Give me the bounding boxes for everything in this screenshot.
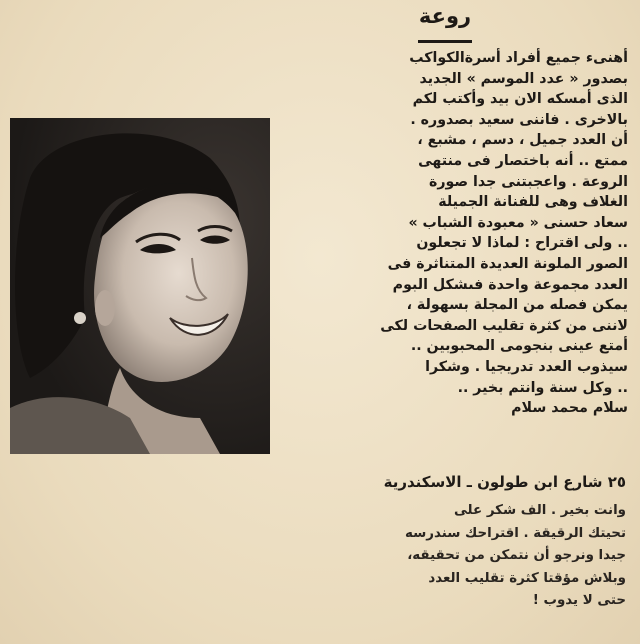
letter-line: بالاخرى . فاننى سعيد بصدوره . — [410, 111, 628, 128]
letter-line: سعاد حسنى « معبودة الشباب » — [408, 214, 628, 231]
article-title: روعة — [418, 4, 472, 28]
reply-line: وانت بخير . الف شكر على — [454, 503, 626, 518]
portrait-photo — [10, 118, 270, 454]
letter-signature: سلام محمد سلام — [511, 400, 628, 417]
letter-line: سيذوب العدد تدريجيا . وشكرا — [425, 358, 628, 375]
reader-letter — [304, 48, 628, 419]
reply-line: جيدا ونرجو أن نتمكن من تحقيقه، — [407, 548, 626, 563]
letter-line: .. ولى اقتراح : لماذا لا تجعلون — [416, 235, 628, 252]
portrait-illustration — [10, 118, 270, 454]
letter-line: الروعة . واعجبتنى جدا صورة — [428, 173, 628, 190]
title-underline — [418, 40, 472, 43]
letter-line: أهنىء جميع أفراد أسرةالكواكب — [409, 50, 628, 66]
letter-line: الصور الملونة العديدة المتناثرة فى — [387, 255, 628, 272]
letter-line: .. وكل سنة وانتم بخير .. — [457, 379, 628, 396]
sender-address: ٢٥ شارع ابن طولون ـ الاسكندرية — [383, 473, 626, 491]
letter-line: أمتع عينى بنجومى المحبوبين .. — [410, 338, 628, 355]
editor-reply — [304, 500, 626, 613]
reply-line: وبلاش مؤقتا كثرة تقليب العدد — [428, 570, 626, 586]
letter-line: الذى أمسكه الان بيد وأكتب لكم — [412, 91, 628, 108]
letter-line: بصدور « عدد الموسم » الجديد — [419, 70, 628, 87]
letter-line: العدد مجموعة واحدة فىشكل البوم — [392, 276, 628, 293]
letter-line: أن العدد جميل ، دسم ، مشبع ، — [417, 132, 628, 149]
letter-line: ممتع .. أنه باختصار فى منتهى — [418, 152, 628, 169]
reply-line: تحيتك الرقيقة . اقتراحك سندرسه — [405, 525, 626, 541]
reply-line: حتى لا يدوب ! — [532, 593, 626, 608]
letter-line: لاننى من كثرة تقليب الصفحات لكى — [380, 317, 628, 334]
letter-line: الغلاف وهى للفنانة الجميلة — [438, 194, 628, 211]
letter-line: يمكن فصله من المجلة بسهولة ، — [406, 297, 628, 314]
